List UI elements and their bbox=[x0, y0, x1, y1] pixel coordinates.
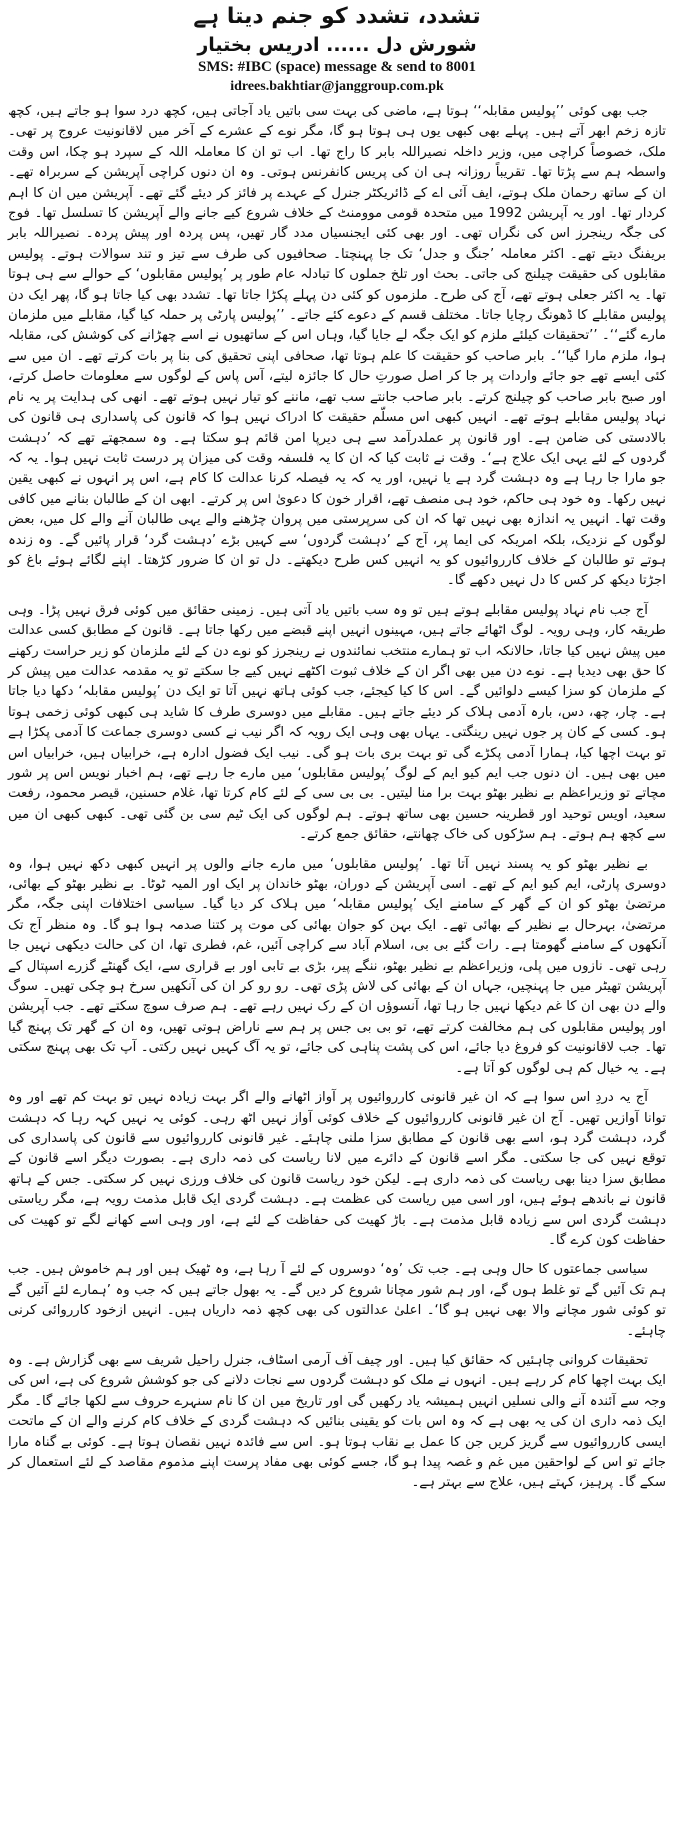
paragraph: آج یہ دردِ اس سوا ہے کہ ان غیر قانونی کارروائیوں پر آواز اٹھانے والے اگر بہت زیادہ نہیں تو بہت کم تھے اور وہ توانا آوازیں تھیں۔ آج ان غیر قانونی کارروائیوں کے خلاف کوئی آواز نہیں اٹھ رہی۔ کوئی یہ نہیں کہہ رہا کہ دہشت گرد، دہشت گرد ہو، اسے بھی قانون کے مطابق سزا ملنی چاہئے۔ غیر قانونی کارروائیوں سے قانون کی پاسداری کی توقع نہیں کی جا سکتی۔ مگر اسے قانون کے دائرے میں لانا ریاست کی ذمہ داری ہے۔ بصورت دیگر اسے قانون کے مطابق سزا دینا بھی ریاست کی ذمہ داری ہے۔ لیکن خود ریاست قانون کی خلاف ورزی نہیں کر سکتی۔ جس کے ہاتھ قانون نے باندھے ہوئے ہیں، اور اسی میں ریاست کی عظمت ہے۔ دہشت گردی ایک قابل مذمت رویہ ہے، مگر ریاستی دہشت گردی اس سے زیادہ قابل مذمت ہے۔ باڑ کھیت کی حفاظت کے لئے ہے، اور وہی اسے کھانے لگے تو کھیت کی حفاظت کون کرے گا۔ bbox=[8, 1090, 666, 1248]
paragraph: آج جب نام نہاد پولیس مقابلے ہوتے ہیں تو وہ سب باتیں یاد آتی ہیں۔ زمینی حقائق میں کوئی فرق نہیں پڑا۔ وہی طریقہ کار، وہی رویہ۔ لوگ اٹھائے جاتے ہیں، مہینوں انہیں اپنے قبضے میں رکھا جاتا ہے۔ قانون کے مطابق کسی عدالت میں پیش نہیں کیا جاتا، حالانکہ اب تو ہمارے منتخب نمائندوں نے رینجرز کو نوے دن کے لئے ملزمان کو زیر حراست رکھنے کا حق بھی دیدیا ہے۔ نوے دن میں بھی اگر ان کے خلاف ثبوت اکٹھے نہیں کیے جا سکتے تو یہ مقدمہ عدالت میں پیش کر کے ملزمان کو سزا کیسے دلوائیں گے۔ اس کا کیا کیجئے، جب کوئی ہاتھ نہیں آتا تو ایک دن ’پولیس مقابلہ‘ دکھا دیا جاتا ہے۔ چار، چھ، دس، بارہ آدمی ہلاک کر دیئے جاتے ہیں۔ مقابلے میں دوسری طرف کا شاید ہی کبھی کوئی زخمی ہوتا ہو۔ کسی کے کان پر جوں نہیں رینگتی۔ یہاں بھی وہی ایک رویہ کہ اگر نیب نے کسی دوسری جماعت کا آدمی پکڑا ہے تو بہت اچھا کیا، ہمارا آدمی پکڑے گی تو بہت بری بات ہو گی۔ نیب ایک فضول ادارہ ہے، خرابیاں ہیں، خرابیاں اس میں بھی ہیں۔ ان دنوں جب ایم کیو ایم کے لوگ ’پولیس مقابلوں‘ میں مارے جا رہے تھے، ہم اخبار نویس اس پر شور مچاتے تو وزیراعظم بے نظیر بھٹو بہت برا منا لیتیں۔ بی بی سی کے لئے کام کرتا تھا، غلام حسنین، قیصر محمود، رفعت سعید، اویس توحید اور قطرینہ حسین بھی ساتھ ہوتے۔ ہم لوگوں کی ایک ٹیم سی بن گئی تھی۔ کبھی کبھی ان میں سے کچھ ہم ہوتے۔ ہم سڑکوں کی خاک چھانتے، حقائق جمع کرتے۔ bbox=[8, 602, 666, 843]
email-address[interactable]: idrees.bakhtiar@janggroup.com.pk bbox=[230, 79, 444, 94]
column-header bbox=[8, 0, 666, 96]
article-body bbox=[8, 102, 666, 1494]
page-title: تشدد، تشدد کو جنم دیتا ہے bbox=[193, 4, 481, 29]
paragraph: سیاسی جماعتوں کا حال وہی ہے۔ جب تک ’وہ‘ دوسروں کے لئے آ رہا ہے، وہ ٹھیک ہیں اور ہم خاموش ہیں۔ جب ہم تک آئیں گے تو غلط ہوں گے، اور ہم شور مچانا شروع کر دیں گے۔ یہ بھول جاتے ہیں کہ جب وہ ’ہمارے لئے آئیں گے تو کوئی شور مچانے والا بھی نہیں ہو گا‘۔ اعلیٰ عدالتوں کی بھی کچھ ذمہ داریاں ہیں۔ انہیں ازخود کارروائی کرنی چاہئے۔ bbox=[8, 1262, 666, 1339]
paragraph: تحقیقات کروانی چاہئیں کہ حقائق کیا ہیں۔ اور چیف آف آرمی اسٹاف، جنرل راحیل شریف سے بھی گزارش ہے۔ وہ ایک بہت اچھا کام کر رہے ہیں۔ انہوں نے ملک کو دہشت گردوں سے نجات دلانے کی جو کوشش شروع کی ہے، اس کی وجہ سے آئندہ آنے والی نسلیں انہیں ہمیشہ یاد رکھیں گی اور تاریخ میں ان کا نام سنہرے حروف سے لکھا جائے گا۔ مگر ایک ذمہ داری ان کی یہ بھی ہے کہ وہ اس بات کو یقینی بنائیں کہ دہشت گردی کے خلاف کام کرنے والے ان کے ماتحت ایسی کارروائیوں سے گریز کریں جن کا عمل بے نقاب ہوتا ہو۔ اس سے فائدہ نہیں نقصان ہوتا ہے۔ کوئی بے گناہ مارا جائے تو اس کے لواحقین میں غم و غصہ پیدا ہو گا، جسے کوئی بھی مفاد پرست اپنے مذموم مقاصد کے لئے استعمال کر سکے گا۔ پرہیز، کہتے ہیں، علاج سے بہتر ہے۔ bbox=[8, 1352, 666, 1491]
paragraph: جب بھی کوئی ’’پولیس مقابلہ‘‘ ہوتا ہے، ماضی کی بہت سی باتیں یاد آجاتی ہیں، کچھ درد سوا ہو جاتے ہیں، کچھ تازہ زخم ابھر آتے ہیں۔ پہلے بھی کبھی یوں ہی ہوتا ہو گا، مگر نوے کے عشرے کے آخر میں لاقانونیت عروج پر تھی۔ ملک، خصوصاً کراچی میں، وزیر داخلہ نصیراللہ بابر کا راج تھا۔ اب تو ان کا معاملہ اللہ کے سپرد ہو چکا، اس وقت واسطہ ہم سے پڑتا تھا۔ تقریباً روزانہ ہی ان کی پریس کانفرنس ہوتی۔ وہ ان دنوں کراچی آپریشن کے سربراہ تھے۔ ان کے ساتھ رحمان ملک ہوتے، ایف آئی اے کے ڈائریکٹر جنرل کے عہدے پر فائز کر دیئے گئے تھے۔ آپریشن میں ان کا اہم کردار تھا۔ اور یہ آپریشن 1992 میں متحدہ قومی موومنٹ کے خلاف شروع کیے جانے والے آپریشن کا تسلسل تھا۔ فوج کی جگہ رینجرز اس کی نگراں تھی۔ اور بھی کئی ایجنسیاں مدد گار تھیں، پس پردہ اور پیش پردہ۔ نصیراللہ بابر بریفنگ دیتے تھے۔ اکثر معاملہ ’جنگ و جدل‘ تک جا پہنچتا۔ صحافیوں کی طرف سے تیز و تند سوالات ہوتے۔ پولیس مقابلوں کی حقیقت چیلنج کی جاتی۔ بحث اور تلخ جملوں کا تبادلہ عام طور پر ’پولیس مقابلوں‘ کے حوالے سے ہی ہوتا تھا۔ یہ اکثر جعلی ہوتے تھے، آج کی طرح۔ ملزموں کو کئی دن پہلے پکڑا جاتا تھا۔ تشدد بھی کیا جاتا ہو گا، پھر ایک دن پولیس مقابلے کا ڈھونگ رچایا جاتا۔ مختلف قسم کے دعوے کئے جاتے۔ ’’پولیس پارٹی پر حملہ کیا گیا، مقابلے میں ملزمان مارے گئے‘‘۔ ’’تحقیقات کیلئے ملزم کو ایک جگہ لے جایا گیا، وہاں اس کے ساتھیوں نے اسے چھڑانے کی کوشش کی، مقابلہ ہوا، ملزم مارا گیا‘‘۔ بابر صاحب کو حقیقت کا علم ہوتا تھا، صحافی اپنی تحقیق کی بنا پر بات کرتے تھے۔ ان میں سے کئی ایسے تھے جو جائے واردات پر جا کر اصل صورتِ حال کا جائزہ لیتے، آس پاس کے لوگوں سے معلومات حاصل کرتے، اور صبح بابر صاحب کو چیلنج کرتے۔ بابر صاحب جانتے سب تھے، ماننے کو تیار نہیں ہوتے تھے۔ انھی کی ہدایت پر یہ نام نہاد پولیس مقابلے ہوتے تھے۔ انہیں کبھی اس مسلّم حقیقت کا ادراک نہیں ہوا کہ قانون کی پاسداری ہی قانون کی بالادستی کی ضامن ہے۔ اور قانون پر عملدرآمد سے ہی دیرپا امن قائم ہو سکتا ہے۔ وہ سمجھتے تھے کہ ’دہشت گردوں کے لئے یہی ایک علاج ہے‘۔ وقت نے ثابت کیا کہ ان کا یہ فلسفہ وقت کی میزان پر درست ثابت نہیں ہوا۔ یہ کہ جو مارا جا رہا ہے وہ دہشت گرد ہے یا نہیں، اور یہ کہ یہ فیصلہ کرنا عدالت کا کام ہے، اس پر انہوں نے کبھی یقین نہیں رکھا۔ وہ خود ہی حاکم، خود ہی منصف تھے، اقرار خون کا دعویٰ اس پر کرتے۔ ابھی ان کے طالبان بنانے میں کافی وقت تھا۔ انہیں یہ اندازہ بھی نہیں تھا کہ ان کی سرپرستی میں پروان چڑھنے والے یہی طالبان آنے والے کل میں، بعض لوگوں کے نزدیک، بلکہ امریکہ کی ایما پر، آج کے ’دہشت گردوں‘ سے کہیں بڑے ’دہشت گرد‘ قرار پائیں گے۔ وہ زندہ ہوتے تو طالبان کے خلاف کارروائیوں کو یہ انہیں کس طرح دیکھتے۔ دل تو ان کا ضرور کڑھتا۔ اپنے لگائے ہوئے باغ کو اجڑتا دیکھ کر کس کا دل نہیں دکھے گا۔ bbox=[8, 104, 666, 589]
author-byline: شورش دل ...... ادریس بختیار bbox=[197, 34, 477, 56]
paragraph: بے نظیر بھٹو کو یہ پسند نہیں آتا تھا۔ ’پولیس مقابلوں‘ میں مارے جانے والوں پر انہیں کبھی دکھ نہیں ہوا، وہ دوسری پارٹی، ایم کیو ایم کے تھے۔ اسی آپریشن کے دوران، بھٹو خاندان پر ایک اور المیہ ٹوٹا۔ بے نظیر بھٹو کے بھائی، مرتضیٰ بھٹو کو ان کے گھر کے سامنے ایک ’پولیس مقابلہ‘ میں ہلاک کر دیا گیا۔ سیاسی اختلافات اپنی جگہ، مگر مرتضیٰ، بہرحال بے نظیر کے بھائی تھے۔ ایک بہن کو جوان بھائی کی موت پر کتنا صدمہ ہوا ہو گا۔ وہ منظر آج تک آنکھوں کے سامنے گھومتا ہے۔ رات گئے بی بی، اسلام آباد سے کراچی آئیں، غم، فطری تھا، ان کی حالت دیکھی نہیں جا رہی تھی۔ نازوں میں پلی، وزیراعظم بے نظیر بھٹو، ننگے پیر، بڑی بے تابی اور بے قراری سے، ایک گھنٹے گزرے اسپتال کے آپریشن تھیٹر میں جا پہنچیں، جہاں ان کے بھائی کی لاش پڑی تھی۔ رو رو کر ان کی آنکھیں سرخ ہو چکی تھیں۔ سوگ والے دن بھی ان کا غم دیکھا نہیں جا رہا تھا، آنسوؤں ان کے رک نہیں رہے تھے۔ ہم صرف سوچ سکتے تھے۔ جب آپریشن اور پولیس مقابلوں کی ہم مخالفت کرتے تھے، تو بی بی جس پر ہم سے ناراض ہوتی تھیں، وہ ان کے گھر تک پہنچ گیا تھا۔ جب لاقانونیت کو فروغ دیا جائے، اس کی پشت پناہی کی جائے، تو یہ آگ کہیں نہیں رکتی۔ آپ تک بھی پہنچ سکتی ہے۔ یہ خیال کم ہی لوگوں کو آتا ہے۔ bbox=[8, 856, 666, 1076]
sms-line: SMS: #IBC (space) message & send to 8001 bbox=[198, 59, 476, 75]
